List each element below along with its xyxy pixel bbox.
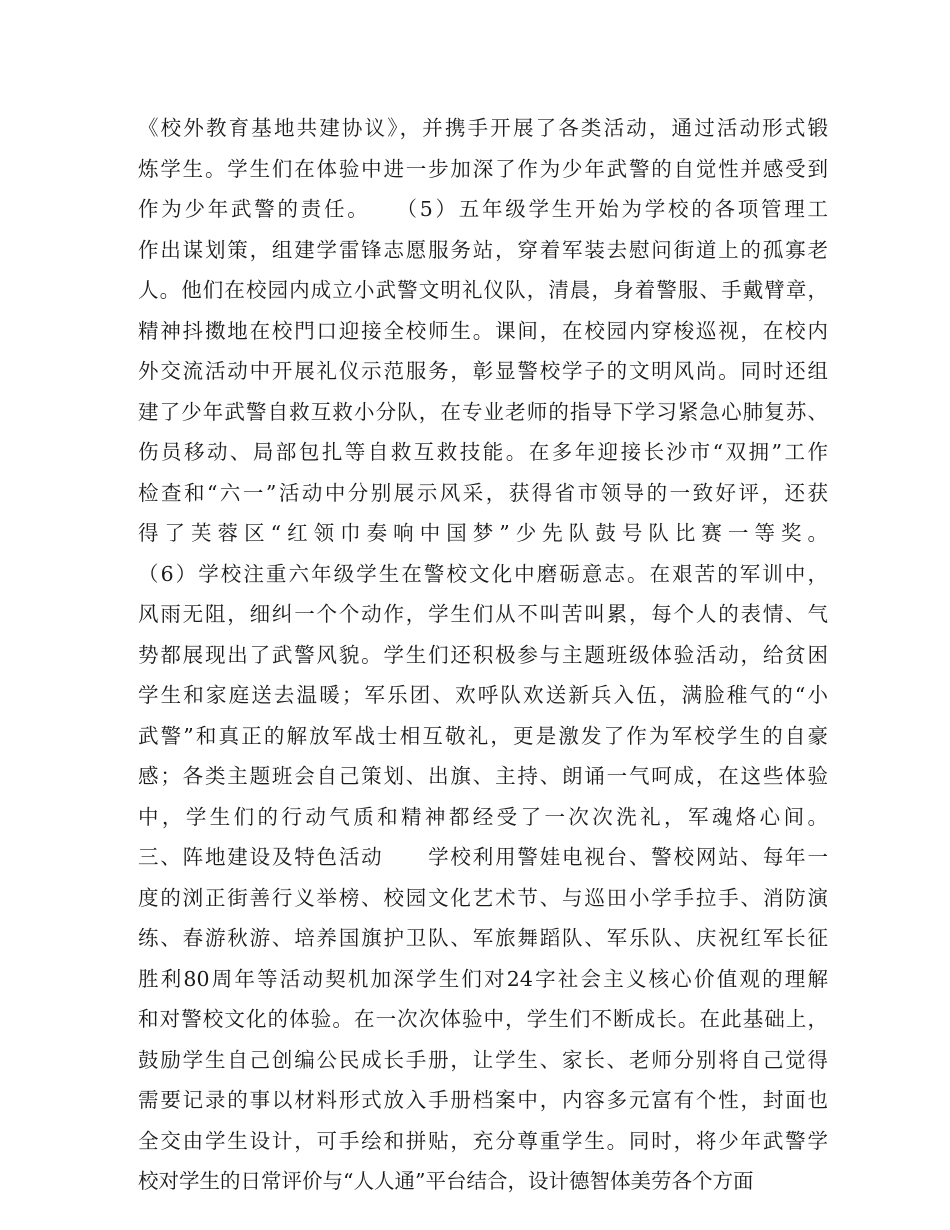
text-line: （6）学校注重六年级学生在警校文化中磨砺意志。在艰苦的军训中， (138, 561, 828, 586)
text-line: 胜利80周年等活动契机加深学生们对24字社会主义核心价值观的理解 (138, 966, 828, 991)
body-text (138, 108, 828, 1202)
text-line: 需要记录的事以材料形式放入手册档案中，内容多元富有个性，封面也 (138, 1088, 828, 1112)
text-line: 感；各类主题班会自己策划、出旗、主持、朗诵一气呵成，在这些体验 (138, 764, 828, 788)
text-line: 作出谋划策，组建学雷锋志愿服务站，穿着军装去慰问街道上的孤寡老 (138, 237, 828, 262)
text-line: 外交流活动中开展礼仪示范服务，彰显警校学子的文明风尚。同时还组 (138, 359, 828, 383)
text-line: 检查和“六一”活动中分别展示风采，获得省市领导的一致好评，还获 (138, 480, 828, 505)
text-line: 人。他们在校园内成立小武警文明礼仪队，清晨，身着警服、手戴臂章， (138, 278, 828, 302)
text-line: 得了芙蓉区“红领巾奏响中国梦”少先队鼓号队比赛一等奖。 (138, 521, 828, 545)
text-line: 武警”和真正的解放军战士相互敬礼，更是激发了作为军校学生的自豪 (138, 723, 828, 748)
text-line: 度的浏正街善行义举榜、校园文化艺术节、与巡田小学手拉手、消防演 (138, 885, 828, 910)
text-line: 练、春游秋游、培养国旗护卫队、军旅舞蹈队、军乐队、庆祝红军长征 (138, 926, 828, 950)
text-line: 风雨无阻，细纠一个个动作，学生们从不叫苦叫累，每个人的表情、气 (138, 602, 828, 626)
text-line: 鼓励学生自己创编公民成长手册，让学生、家长、老师分别将自己觉得 (138, 1047, 828, 1072)
text-line: 炼学生。学生们在体验中进一步加深了作为少年武警的自觉性并感受到 (138, 156, 828, 181)
text-line: 作为少年武警的责任。 （5）五年级学生开始为学校的各项管理工 (138, 197, 828, 221)
text-line: 学生和家庭送去温暖；军乐团、欢呼队欢送新兵入伍，满脸稚气的“小 (138, 683, 828, 707)
text-line: 势都展现出了武警风貌。学生们还积极参与主题班级体验活动，给贫困 (138, 642, 828, 667)
text-line: 精神抖擞地在校門口迎接全校师生。课间，在校园内穿梭巡视，在校内 (138, 318, 828, 343)
text-line: 伤员移动、局部包扎等自救互救技能。在多年迎接长沙市“双拥”工作 (138, 440, 828, 464)
text-line: 建了少年武警自救互救小分队，在专业老师的指导下学习紧急心肺复苏、 (138, 399, 828, 424)
text-line: 三、阵地建设及特色活动 学校利用警娃电视台、警校网站、每年一 (138, 845, 828, 869)
text-line: 和对警校文化的体验。在一次次体验中，学生们不断成长。在此基础上， (138, 1007, 828, 1031)
text-line: 校对学生的日常评价与“人人通”平台结合，设计德智体美劳各个方面 (138, 1169, 754, 1193)
text-line: 全交由学生设计，可手绘和拼贴，充分尊重学生。同时，将少年武警学 (138, 1128, 828, 1153)
text-line: 《校外教育基地共建协议》，并携手开展了各类活动，通过活动形式锻 (138, 116, 828, 140)
text-line: 中，学生们的行动气质和精神都经受了一次次洗礼，军魂烙心间。 (138, 804, 828, 829)
